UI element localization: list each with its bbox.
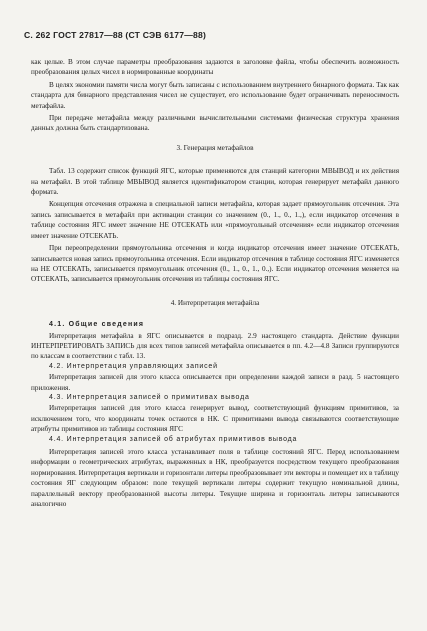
page-body xyxy=(31,55,399,509)
paragraph: Интерпретация метафайла в ЯГС описывается в подразд. 2.9 настоящего стандарта. Действие функции ИНТЕРПРЕТИРОВАТЬ ЗАПИСЬ для всех типов записей метафайла описывается в пп. 4.2—4.8 Записи группируются по классам в соответствии с табл. 13. xyxy=(31,331,399,361)
paragraph: Табл. 13 содержит список функций ЯГС, которые применяются для станций категории МВЫВОД и их действия на метафайл. В этой таблице МВЫВОД является идентификатором станции, которая генерирует метафайл данного формата. xyxy=(31,167,399,197)
subsection-heading: 4.3. Интерпретация записей о примитивах вывода xyxy=(49,393,250,401)
paragraph: В целях экономии памяти числа могут быть записаны с использованием внутреннего бинарного формата. Так как стандарта для бинарного представления чисел не существует, его использование будет ограничивать переносимость метафайла. xyxy=(31,80,399,110)
paragraph: как целые. В этом случае параметры преобразования задаются в заголовке файла, чтобы обеспечить возможность преобразования целых чисел в нормированные координаты xyxy=(31,58,399,77)
paragraph: При передаче метафайла между различными вычислительными системами физическая структура хранения данных должна быть стандартизована. xyxy=(31,114,399,133)
page-header: С. 262 ГОСТ 27817—88 (СТ СЭВ 6177—88) xyxy=(24,30,207,40)
paragraph: Интерпретация записей этого класса устанавливает поля в таблице состояний ЯГС. Перед использованием информации о геометрических атрибутах, выраженных в НК, преобразуется посредством текущего преобразования нормирования. Интерпретация вертикали и горизонтали литеры преобразовывает эти векторы и помещает их в таблицу состояния ЯГ следующим образом: поле текущей вертикали литеры содержит текущую номинальной длины, параллельный вектору преобразованной высоты литеры. Текущие ширина и горизонталь литеры записываются аналогично xyxy=(31,448,399,509)
paragraph: При переопределении прямоугольника отсечения и когда индикатор отсечения имеет значение ОТСЕКАТЬ, записывается новая запись прямоугольника отсечения. Если индикатор отсечения в таблице состояния ЯГС изменяется на НЕ ОТСЕКАТЬ, записывается прямоугольник отсечения (0., 1., 0., 1., 0.,). Если индикатор отсечения меняется на ОТСЕКАТЬ, записывается прямоугольник отсечения из таблицы состояния ЯГС. xyxy=(31,244,399,284)
section-heading: 4. Интерпретация метафайла xyxy=(170,298,260,307)
subsection-heading: 4.1. Общие сведения xyxy=(49,321,145,329)
subsection-heading: 4.2. Интерпретация управляющих записей xyxy=(49,362,218,370)
paragraph: Интерпретация записей для этого класса генерирует вывод, соответствующий функциям примитивов, за исключением того, что координаты точек остаются в НК. С примитивами вывода связываются соответствующие атрибуты примитивов из таблицы состояния ЯГС xyxy=(31,404,399,434)
paragraph: Интерпретация записей для этого класса описывается при определении каждой записи в разд. 5 настоящего приложения. xyxy=(31,373,399,392)
paragraph: Концепция отсечения отражена в специальной записи метафайла, которая задает прямоугольник отсечения. Эта запись записывается в метафайл при активации станции со значением (0., 1., 0., 1.,), если индикатор отсечения в таблице состояния ЯГС имеет значение НЕ ОТСЕКАТЬ или «прямоугольный отсечения» если индикатор отсечения имеет значение ОТСЕКАТЬ. xyxy=(31,200,399,240)
section-heading: 3. Генерация метафайлов xyxy=(176,143,254,152)
subsection-heading: 4.4. Интерпретация записей об атрибутах примитивов вывода xyxy=(49,435,298,443)
